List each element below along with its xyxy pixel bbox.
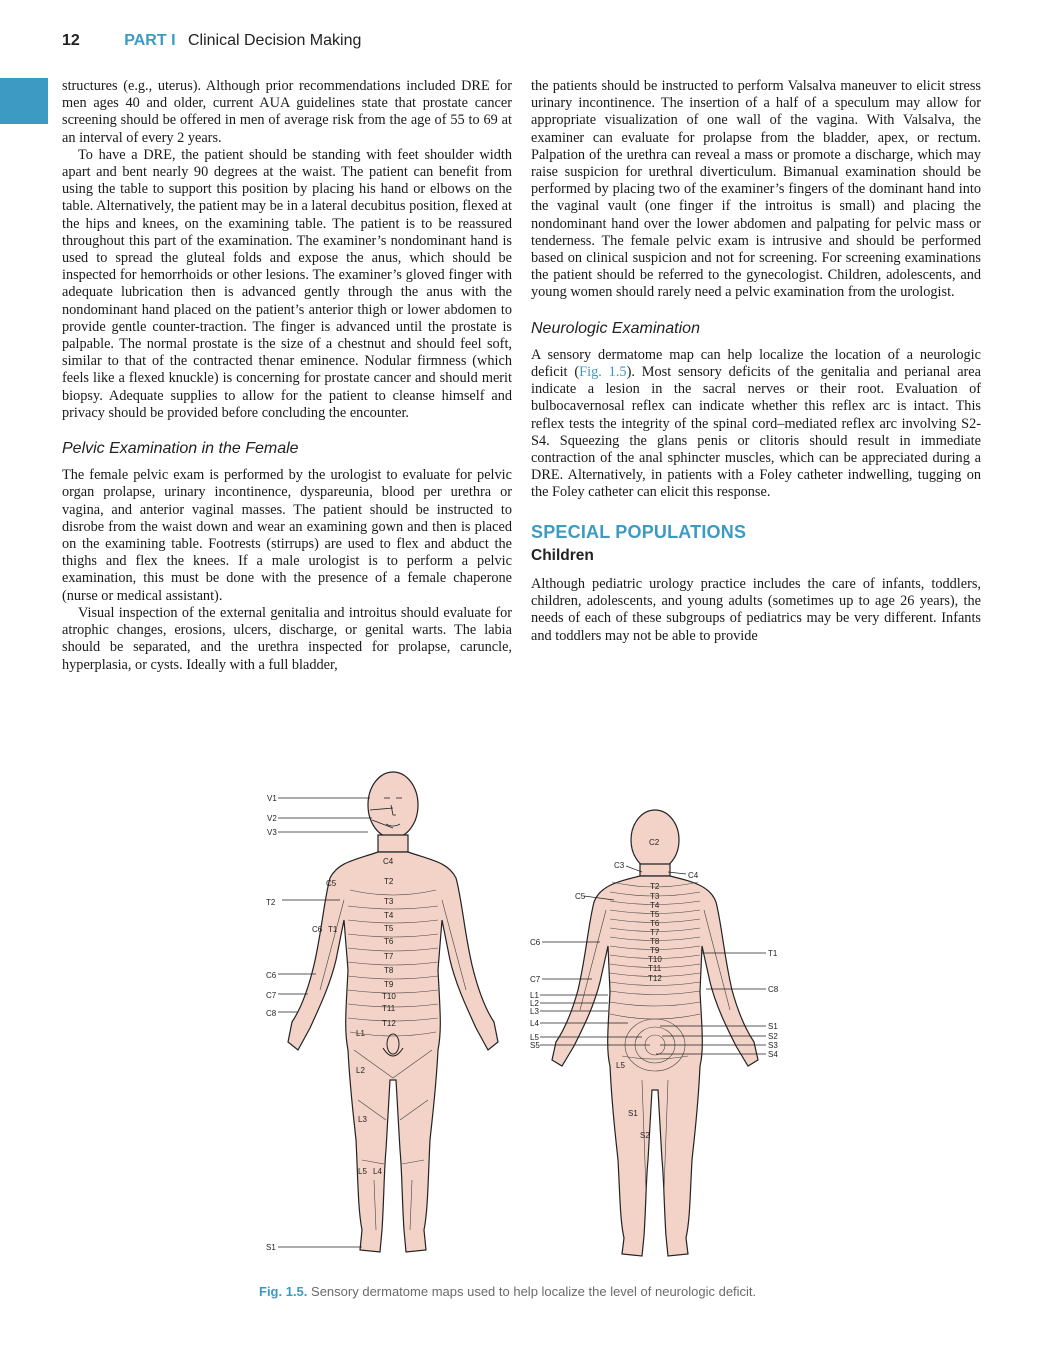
label-l3: L3 — [358, 1115, 367, 1124]
label-t7: T7 — [384, 952, 394, 961]
label-c4: C4 — [383, 857, 394, 866]
label-s1: S1 — [266, 1243, 276, 1252]
back-body-figure — [552, 810, 758, 1256]
label-t1: T1 — [328, 925, 338, 934]
label-s1: S1 — [768, 1022, 778, 1031]
label-t4: T4 — [384, 911, 394, 920]
label-t10: T10 — [648, 955, 662, 964]
label-t11: T11 — [382, 1004, 396, 1013]
label-t2: T2 — [384, 877, 394, 886]
label-s4: S4 — [768, 1050, 778, 1059]
label-l3: L3 — [530, 1007, 539, 1016]
running-header — [62, 32, 361, 50]
label-l5: L5 — [530, 1033, 539, 1042]
figure-reference-link[interactable]: Fig. 1.5 — [579, 364, 627, 381]
label-l2: L2 — [356, 1066, 365, 1075]
label-t5: T5 — [384, 924, 394, 933]
label-t8: T8 — [650, 937, 660, 946]
label-t5: T5 — [650, 910, 660, 919]
paragraph: Although pediatric urology practice includes the care of infants, toddlers, children, adolescents, and young adults (sometimes up to age 26 years), the needs of each of these subgroups of pediatrics may be very different. Infants and toddlers may not be able to provide — [531, 576, 981, 644]
label-t3: T3 — [650, 892, 660, 901]
paragraph: the patients should be instructed to perform Valsalva maneuver to elicit stress urinary incontinence. The insertion of a half of a speculum may allow for appropriate visualization of one wall of the vagina. With Valsalva, the examiner can evaluate for prolapse from the bladder, apex, or rectum. Palpation of the urethra can reveal a mass or promote a discharge, which may raise suspicion for urethral diverticulum. Bimanual examination should be performed by placing two of the examiner’s fingers of the dominant hand into the vaginal vault (one finger if the introitus is small) and placing the nondominant hand over the lower abdomen and palpating for pelvic mass or tenderness. The female pelvic exam is intrusive and should be performed based on clinical suspicion and not for screening. For screening examinations the patient should be referred to the gynecologist. Children, adolescents, and young women should rarely need a pelvic examination from the urologist. — [531, 78, 981, 301]
label-t9: T9 — [384, 980, 394, 989]
label-s5: S5 — [530, 1041, 540, 1050]
section-heading: Pelvic Examination in the Female — [62, 440, 299, 458]
label-t1: T1 — [768, 949, 778, 958]
label-l5: L5 — [358, 1167, 367, 1176]
paragraph — [531, 347, 981, 502]
label-t9: T9 — [650, 946, 660, 955]
label-v1: V1 — [267, 794, 277, 803]
label-t4: T4 — [650, 901, 660, 910]
label-l1: L1 — [530, 991, 539, 1000]
section-title: Clinical Decision Making — [187, 32, 362, 49]
label-c4: C4 — [688, 871, 699, 880]
label-t11: T11 — [648, 964, 662, 973]
label-c3: C3 — [614, 861, 625, 870]
paragraph: To have a DRE, the patient should be standing with feet shoulder width apart and bent nearly 90 degrees at the waist. The patient can benefit from using the table to support this position by placing his hand or elbows on the table. Alternatively, the patient may be in a lateral decubitus position, flexed at the hips and knees, on the examining table. The patient is to be reassured throughout this part of the examination. The examiner’s nondominant hand is used to spread the gluteal folds and expose the anus, which should be inspected for hemorrhoids or other lesions. The examiner’s gloved finger with adequate lubrication then is advanced gently through the anus with the nondominant hand placed on the patient’s anterior thigh or lower abdomen to provide gentle counter-traction. The finger is advanced until the prostate is palpable. The normal prostate is the size of a chestnut and should feel soft, similar to that of the contracted thenar eminence. Nodular firmness (which feels like a flexed knuckle) is concerning for prostate cancer and should merit biopsy. Adequate supplies to allow for the patient to cleanse himself and privacy should be provided before concluding the encounter. — [62, 146, 512, 421]
page-number: 12 — [62, 32, 80, 49]
label-c8: C8 — [768, 985, 779, 994]
label-t12: T12 — [648, 974, 662, 983]
paragraph: Visual inspection of the external genitalia and introitus should evaluate for atrophic changes, erosions, ulcers, discharge, or genital warts. The labia should be separated, and the urethra inspected for prolapse, caruncle, hyperplasia, or cysts. Ideally with a full bladder, — [62, 604, 512, 673]
label-l5: L5 — [616, 1061, 625, 1070]
label-t10: T10 — [382, 992, 396, 1001]
part-label: PART I — [124, 32, 176, 49]
paragraph: The female pelvic exam is performed by the urologist to evaluate for pelvic organ prolapse, urinary incontinence, dyspareunia, blood per urethra or vagina, and anterior vaginal masses. The patient should be instructed to disrobe from the waist down and wear an examining gown and then is placed on the examining table. Footrests (stirrups) are used to flex and abduct the thighs and flex the knees. If a male urologist is to perform a pelvic examination, this must be done with the presence of a female chaperone (nurse or medical assistant). — [62, 467, 512, 604]
label-c5: C5 — [326, 879, 337, 888]
chapter-tab — [0, 78, 48, 124]
figure-caption — [259, 1284, 756, 1299]
paragraph-text: ). Most sensory deficits of the genitalia and perianal area indicate a lesion in the sacral nerves or their root. Evaluation of bulbocavernosal reflex can indicate whether this reflex arc is intact. This reflex tests the integrity of the spinal cord–mediated reflex arc involving S2-S4. Squeezing the glans penis or clitoris should result in immediate contraction of the anal sphincter muscles, which can be appreciated during a DRE. Alternatively, in patients with a Foley catheter indwelling, tugging on the Foley catheter can elicit this response. — [531, 364, 981, 501]
left-column — [62, 78, 512, 674]
paragraph-text: A sensory dermatome map can help localize the location of a neurologic deficit ( — [531, 346, 981, 381]
label-c7: C7 — [530, 975, 541, 984]
label-c6: C6 — [266, 971, 277, 980]
right-column — [531, 78, 981, 645]
label-s3: S3 — [768, 1041, 778, 1050]
figure-caption-text: Sensory dermatome maps used to help localize the level of neurologic deficit. — [311, 1284, 757, 1299]
label-t3: T3 — [384, 897, 394, 906]
label-t8: T8 — [384, 966, 394, 975]
major-heading: SPECIAL POPULATIONS — [531, 521, 747, 542]
label-t2: T2 — [650, 882, 660, 891]
label-c5: C5 — [575, 892, 586, 901]
dermatome-figure — [250, 760, 810, 1270]
dermatome-maps — [250, 760, 810, 1270]
section-heading: Neurologic Examination — [531, 319, 700, 337]
label-v3: V3 — [267, 828, 277, 837]
label-s1: S1 — [628, 1109, 638, 1118]
paragraph: structures (e.g., uterus). Although prior recommendations included DRE for men ages 40 and older, current AUA guidelines state that prostate cancer screening should be offered in men of average risk from the age of 55 to 69 at an interval of every 2 years. — [62, 78, 512, 146]
label-l4: L4 — [373, 1167, 382, 1176]
label-c7: C7 — [266, 991, 277, 1000]
label-c2: C2 — [649, 838, 660, 847]
label-t6: T6 — [384, 937, 394, 946]
label-l2: L2 — [530, 999, 539, 1008]
label-t7: T7 — [650, 928, 660, 937]
label-t2: T2 — [266, 898, 276, 907]
label-l4: L4 — [530, 1019, 539, 1028]
label-c6: C6 — [312, 925, 323, 934]
label-t12: T12 — [382, 1019, 396, 1028]
figure-label: Fig. 1.5. — [259, 1284, 308, 1299]
label-s2: S2 — [640, 1131, 650, 1140]
label-t6: T6 — [650, 919, 660, 928]
subheading: Children — [531, 546, 594, 564]
label-s2: S2 — [768, 1032, 778, 1041]
label-l1: L1 — [356, 1029, 365, 1038]
label-c6: C6 — [530, 938, 541, 947]
label-c8: C8 — [266, 1009, 277, 1018]
label-v2: V2 — [267, 814, 277, 823]
